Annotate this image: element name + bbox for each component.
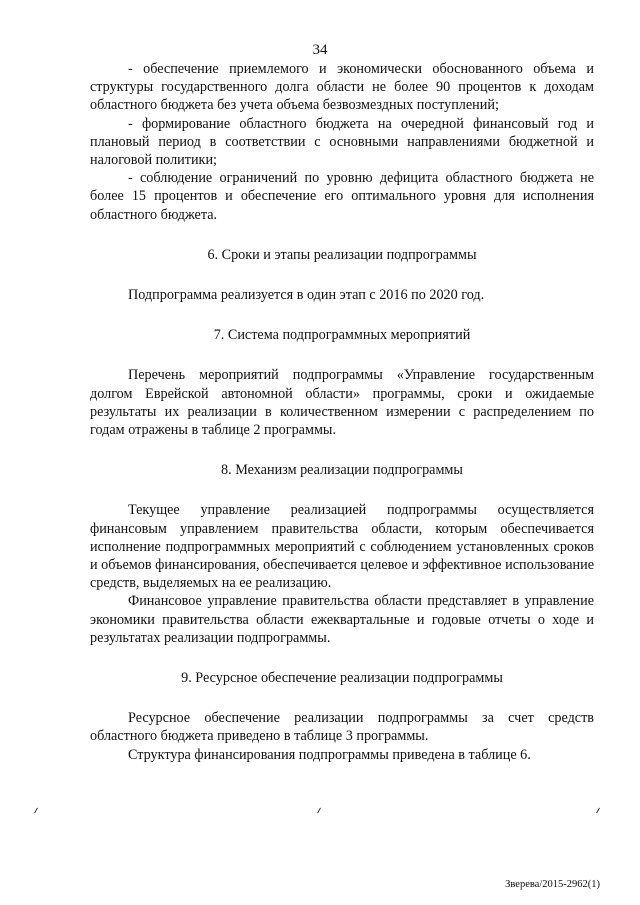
section-7-heading: 7. Система подпрограммных мероприятий: [213, 327, 471, 344]
section-6-text: Подпрограмма реализуется в один этап с 2016 по 2020 год.: [128, 287, 485, 304]
page-number: 34: [312, 42, 328, 58]
intro-item-deficit: - соблюдение ограничений по уровню дефицита областного бюджета не более 15 процентов и обеспечение его оптимального уровня для исполнения областного бюджета.: [90, 170, 594, 223]
section-7-text: Перечень мероприятий подпрограммы «Управление государственным долгом Еврейской автономной области» программы, сроки и ожидаемые результаты их реализации в количественном измерении с распределением по годам отражены в таблице 2 программы.: [90, 367, 594, 439]
page-content: [90, 60, 594, 764]
scan-mark-center: [317, 808, 321, 814]
intro-item-debt: - обеспечение приемлемого и экономически обоснованного объема и структуры государственного долга области не более 90 процентов к доходам областного бюджета без учета объема безвозмездных поступлений;: [90, 61, 594, 114]
intro-item-budget-formation: - формирование областного бюджета на очередной финансовый год и плановый период в соответствии с основными направлениями бюджетной и налоговой политики;: [90, 115, 594, 169]
document-footer-code: Зверева/2015-2962(1): [505, 879, 600, 890]
section-6-heading: 6. Сроки и этапы реализации подпрограммы: [207, 246, 477, 263]
scan-mark-right: [596, 808, 600, 814]
section-8-paragraph-1: Текущее управление реализацией подпрограммы осуществляется финансовым управлением правительства области, которым обеспечивается исполнение подпрограммных мероприятий с соблюдением установленных сроков и объемов финансирования, обеспечивается целевое и эффективное использование средств, выделяемых на ее реализацию.: [90, 502, 594, 592]
section-9-paragraph-2: Структура финансирования подпрограммы приведена в таблице 6.: [128, 746, 531, 763]
section-9-paragraph-1: Ресурсное обеспечение реализации подпрограммы за счет средств областного бюджета приведено в таблице 3 программы.: [90, 710, 594, 745]
scan-mark-left: [34, 808, 38, 814]
section-8-paragraph-2: Финансовое управление правительства области представляет в управление экономики правительства области ежеквартальные и годовые отчеты о ходе и результатах реализации подпрограммы.: [90, 593, 594, 646]
section-8-heading: 8. Механизм реализации подпрограммы: [221, 462, 463, 479]
section-9-heading: 9. Ресурсное обеспечение реализации подпрограммы: [181, 670, 503, 687]
